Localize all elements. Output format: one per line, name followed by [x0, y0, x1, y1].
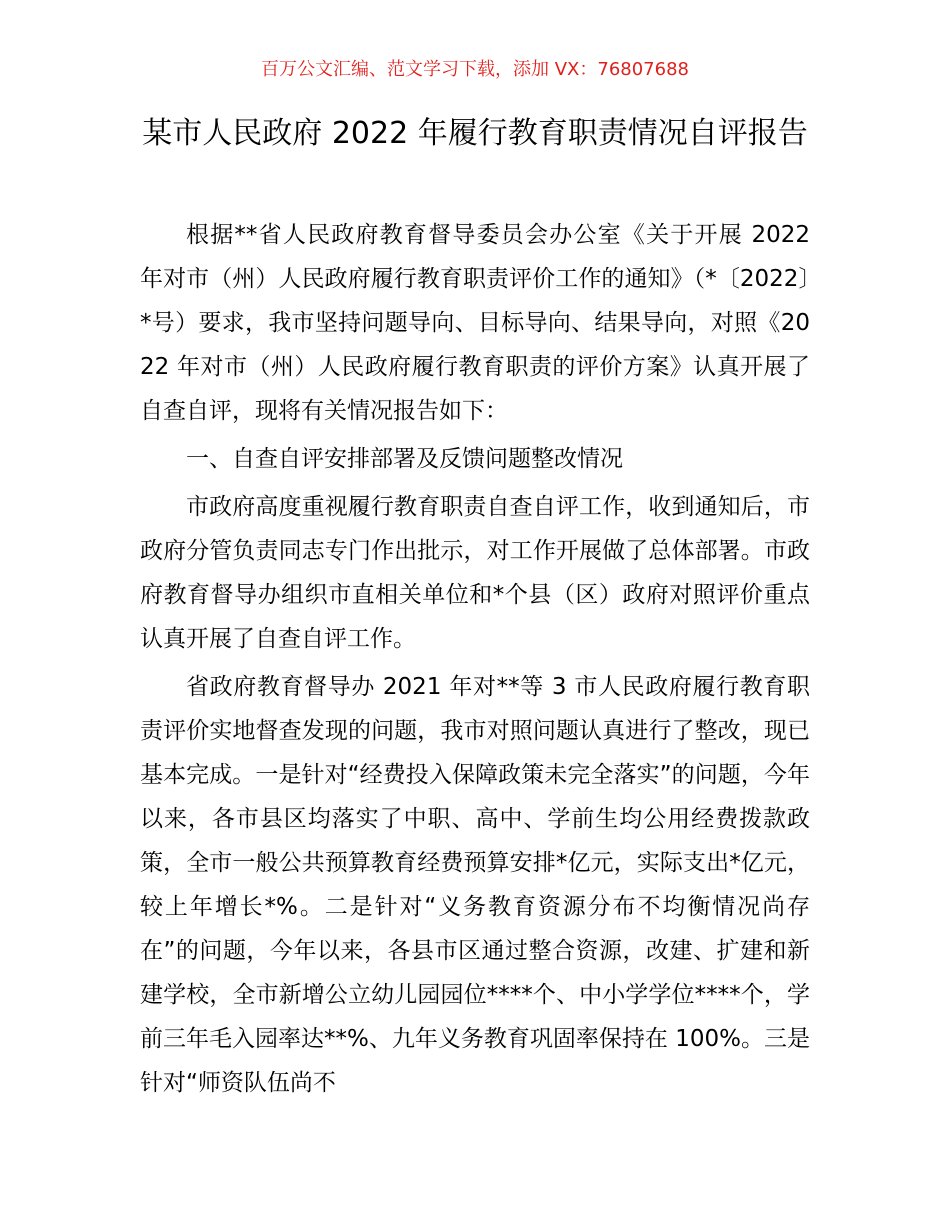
header-banner: 百万公文汇编、范文学习下载，添加 VX：76807688	[261, 59, 689, 80]
section-heading-1: 一、自查自评安排部署及反馈问题整改情况	[186, 446, 623, 472]
paragraph-rectification: 省政府教育督导办 2021 年对**等 3 市人民政府履行教育职责评价实地督查发现的问题，我市对照问题认真进行了整改，现已基本完成。一是针对“经费投入保障政策未完全落实”的问题，今年以来，各市县区均落实了中职、高中、学前生均公用经费拨款政策，全市一般公共预算教育经费预算安排*亿元，实际支出*亿元，较上年增长*%。二是针对“义务教育资源分布不均衡情况尚存在”的问题，今年以来，各县市区通过整合资源，改建、扩建和新建学校，全市新增公立幼儿园园位****个、中小学学位****个，学前三年毛入园率达**%、九年义务教育巩固率保持在 100%。三是针对“师资队伍尚不	[140, 674, 810, 1096]
paragraph-arrangement: 市政府高度重视履行教育职责自查自评工作，收到通知后，市政府分管负责同志专门作出批示，对工作开展做了总体部署。市政府教育督导办组织市直相关单位和*个县（区）政府对照评价重点认真开展了自查自评工作。	[140, 494, 810, 652]
document-title: 某市人民政府 2022 年履行教育职责情况自评报告	[142, 116, 808, 151]
paragraph-intro: 根据**省人民政府教育督导委员会办公室《关于开展 2022 年对市（州）人民政府履行教育职责评价工作的通知》（*〔2022〕*号）要求，我市坚持问题导向、目标导向、结果导向，对照《2022 年对市（州）人民政府履行教育职责的评价方案》认真开展了自查自评，现将有关情况报告如下：	[140, 222, 810, 424]
document-body	[140, 213, 810, 1109]
